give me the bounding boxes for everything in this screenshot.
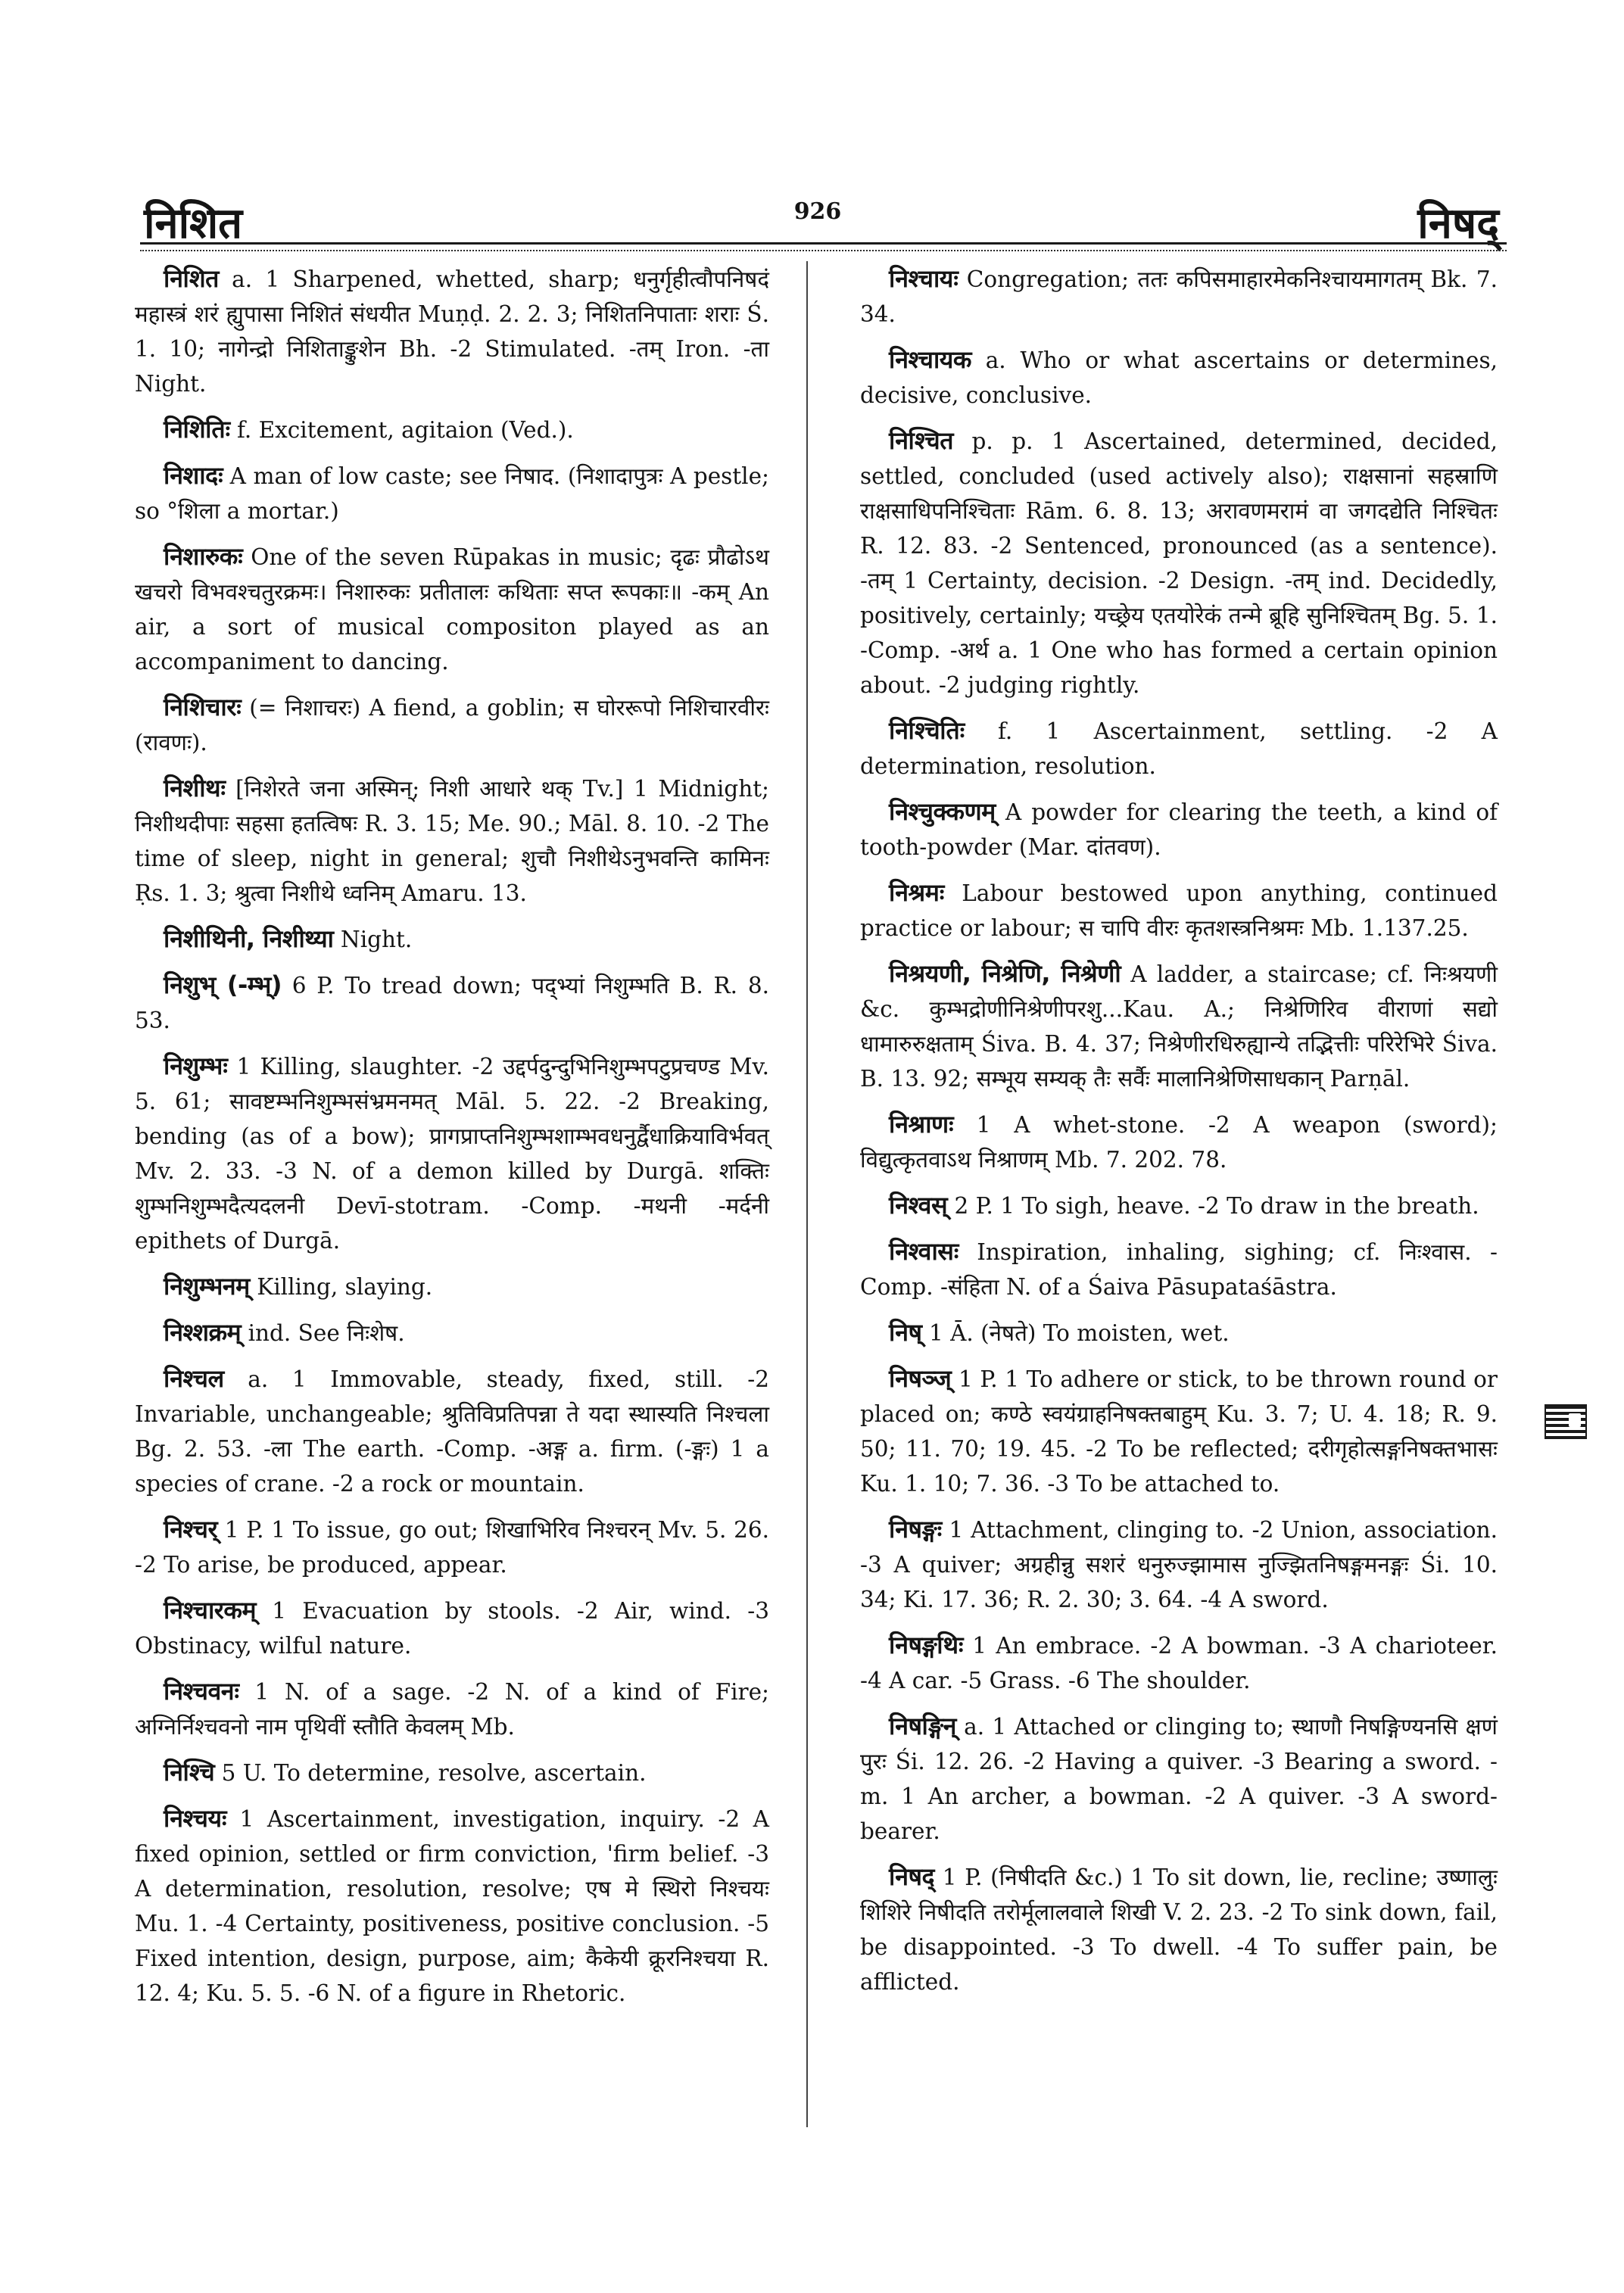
entry-headword: निशारुकः: [164, 542, 243, 571]
entry-definition: Inspiration, inhaling, sighing; cf. निःश्वास. -Comp. -संहिता N. of a Śaiva Pāsupataśāstra.: [860, 1239, 1498, 1300]
entry-definition: f. Excitement, agitaion (Ved.).: [236, 417, 574, 443]
entry-headword: निषद्: [889, 1862, 935, 1891]
dictionary-entry: [135, 1361, 769, 1501]
entry-definition: 1 Evacuation by stools. -2 Air, wind. -3 Obstinacy, wilful nature.: [135, 1598, 769, 1659]
entry-headword: निशीथः: [164, 774, 226, 802]
entry-definition: 1 N. of a sage. -2 N. of a kind of Fire; अग्निर्निश्चवनो नाम पृथिवीं स्तौति केवलम् Mb.: [135, 1679, 769, 1740]
dictionary-entry: [135, 1315, 769, 1351]
entry-headword: निशीथिनी, निशीथ्या: [164, 924, 334, 953]
entry-definition: 5 U. To determine, resolve, ascertain.: [221, 1760, 647, 1786]
entry-headword: निश्राणः: [889, 1110, 954, 1139]
entry-headword: निष्: [889, 1318, 922, 1347]
entry-definition: One of the seven Rūpakas in music; दृढः प्रौढोऽथ खचरो विभवश्चतुरक्रमः। निशारुकः प्रतीतालः कथिताः सप्त रूपकाः॥ -कम् An air, a sort of musical compositon played as an accompaniment to dancing.: [135, 544, 769, 675]
dictionary-entry: [860, 1859, 1498, 1999]
entry-headword: निषङ्गिन्: [889, 1712, 956, 1740]
entry-headword: निश्चायः: [889, 264, 959, 293]
entry-headword: निश्चुक्कणम्: [889, 797, 996, 826]
entry-headword: निश्वासः: [889, 1237, 959, 1266]
entry-headword: निशुम्भः: [164, 1051, 228, 1080]
dictionary-entry: [860, 1628, 1498, 1698]
entry-headword: निश्चारकम्: [164, 1596, 257, 1625]
dictionary-entry: [860, 1512, 1498, 1617]
dictionary-entry: [135, 458, 769, 528]
entry-headword: निश्चर्: [164, 1515, 218, 1544]
entry-headword: निश्चयः: [164, 1804, 226, 1833]
dictionary-entry: [135, 967, 769, 1038]
entry-definition: 2 P. 1 To sigh, heave. -2 To draw in the breath.: [954, 1193, 1479, 1219]
thumb-index-tab-icon: [1545, 1404, 1587, 1439]
page-number: 926: [793, 198, 842, 225]
dictionary-entry: [860, 713, 1498, 784]
dictionary-entry: [135, 1755, 769, 1790]
entry-headword: निषङ्गथिः: [889, 1631, 964, 1659]
dictionary-entry: [135, 261, 769, 401]
dictionary-entry: [860, 1315, 1498, 1351]
entry-headword: निश्चवनः: [164, 1677, 239, 1706]
entry-headword: निश्शक्रम्: [164, 1318, 242, 1347]
entry-headword: निश्चायक: [889, 345, 971, 374]
guide-word-right: निषद्: [1417, 199, 1499, 248]
entry-headword: निशिचारः: [164, 693, 242, 721]
header-dotted-rule: [140, 250, 1507, 251]
dictionary-entry: [135, 1269, 769, 1304]
dictionary-entry: [135, 539, 769, 679]
dictionary-entry: [135, 1593, 769, 1663]
entry-headword: निशुम्भनम्: [164, 1272, 250, 1301]
guide-word-left: निशित: [144, 199, 243, 248]
entry-definition: 1 An embrace. -2 A bowman. -3 A charioteer. -4 A car. -5 Grass. -6 The shoulder.: [860, 1633, 1498, 1693]
entry-headword: निषञ्ज्: [889, 1364, 952, 1393]
entry-headword: निश्चितिः: [889, 716, 965, 745]
entry-headword: निश्रयणी, निश्रेणि, निश्रेणी: [889, 959, 1121, 988]
entry-headword: निशुभ् (-म्भ्): [164, 970, 282, 999]
entry-definition: 1 Attachment, clinging to. -2 Union, association. -3 A quiver; अग्रहीन्नु सशरं धनुरुज्झामास नुज्झितनिषङ्गमनङ्गः Śi. 10. 34; Ki. 17. 36; R. 2. 30; 3. 64. -4 A sword.: [860, 1517, 1498, 1612]
dictionary-entry: [135, 1801, 769, 2011]
entry-definition: Congregation; ततः कपिसमाहारमेकनिश्चायमागतम् Bk. 7. 34.: [860, 266, 1498, 327]
dictionary-entry: [860, 1107, 1498, 1177]
entry-definition: Night.: [340, 927, 413, 952]
dictionary-entry: [135, 1048, 769, 1258]
entry-headword: निश्चित: [889, 426, 953, 455]
entry-definition: 1 P. (निषीदति &c.) 1 To sit down, lie, recline; उष्णालुः शिशिरे निषीदति तरोर्मूलालवाले शिखी V. 2. 23. -2 To sink down, fail, be disappointed. -3 To dwell. -4 To suffer pain, be afflicted.: [860, 1865, 1498, 1995]
entry-definition: f. 1 Ascertainment, settling. -2 A determination, resolution.: [860, 718, 1498, 779]
dictionary-entry: [860, 1188, 1498, 1223]
dictionary-entry: [135, 412, 769, 447]
dictionary-entry: [860, 1709, 1498, 1849]
entry-definition: p. p. 1 Ascertained, determined, decided, settled, concluded (used actively also); राक्षसानां सहस्राणि राक्षसाधिपनिश्चिताः Rām. 6. 8. 13; अरावणमरामं वा जगदद्येति निश्चितः R. 12. 83. -2 Sentenced, pronounced (as a sentence). -तम् 1 Certainty, decision. -2 Design. -तम् ind. Decidedly, positively, certainly; यच्छ्रेय एतयोरेकं तन्मे ब्रूहि सुनिश्चितम् Bg. 5. 1. -Comp. -अर्थ a. 1 One who has formed a certain opinion about. -2 judging rightly.: [860, 428, 1498, 698]
dictionary-entry: [135, 1674, 769, 1744]
entry-definition: 1 A whet-stone. -2 A weapon (sword); विद्युत्कृतवाऽथ निश्राणम् Mb. 7. 202. 78.: [860, 1112, 1498, 1173]
entry-headword: निशितिः: [164, 415, 230, 444]
entry-definition: a. Who or what ascertains or determines, decisive, conclusive.: [860, 347, 1498, 408]
left-column: [135, 261, 769, 2021]
entry-definition: a. 1 Sharpened, whetted, sharp; धनुर्गृहीत्वौपनिषदं महास्त्रं शरं ह्युपासा निशितं संधयीत Muṇḍ. 2. 2. 3; निशितनिपाताः शराः Ś. 1. 10; नागेन्द्रो निशिताङ्कुशेन Bh. -2 Stimulated. -तम् Iron. -ता Night.: [135, 266, 769, 397]
entry-definition: a. 1 Immovable, steady, fixed, still. -2 Invariable, unchangeable; श्रुतिविप्रतिपन्ना ते यदा स्थास्यति निश्चला Bg. 2. 53. -ला The earth. -Comp. -अङ्ग a. firm. (-ङ्गः) 1 a species of crane. -2 a rock or mountain.: [135, 1366, 769, 1497]
dictionary-entry: [135, 1512, 769, 1582]
column-divider: [806, 261, 808, 2127]
right-column: [860, 261, 1498, 2010]
entry-headword: निषङ्गः: [889, 1515, 942, 1544]
entry-headword: निश्चि: [164, 1758, 215, 1787]
entry-definition: 6 P. To tread down; पद्भ्यां निशुम्भति B. R. 8. 53.: [135, 973, 769, 1033]
dictionary-entry: [860, 875, 1498, 946]
entry-definition: (= निशाचरः) A fiend, a goblin; स घोररूपो निशिचारवीरः (रावणः).: [135, 695, 769, 756]
entry-headword: निश्रमः: [889, 878, 944, 907]
entry-definition: ind. See निःशेष.: [248, 1320, 405, 1346]
header-rule: [140, 242, 1507, 245]
dictionary-entry: [860, 1361, 1498, 1501]
dictionary-entry: [860, 794, 1498, 865]
dictionary-entry: [135, 771, 769, 911]
entry-definition: a. 1 Attached or clinging to; स्थाणौ निषङ्गिण्यनसि क्षणं पुरः Śi. 12. 26. -2 Having a quiver. -3 Bearing a sword. -m. 1 An archer, a bowman. -2 A quiver. -3 A sword-bearer.: [860, 1714, 1498, 1844]
entry-definition: 1 Ascertainment, investigation, inquiry. -2 A fixed opinion, settled or firm conviction, 'firm belief. -3 A determination, resolution, resolve; एष मे स्थिरो निश्चयः Mu. 1. -4 Certainty, positiveness, positive conclusion. -5 Fixed intention, design, purpose, aim; कैकेयी क्रूरनिश्चया R. 12. 4; Ku. 5. 5. -6 N. of a figure in Rhetoric.: [135, 1806, 769, 2006]
entry-headword: निश्चल: [164, 1364, 224, 1393]
entry-definition: A man of low caste; see निषाद. (निशादापुत्रः A pestle; so °शिला a mortar.): [135, 463, 769, 524]
entry-headword: निशित: [164, 264, 219, 293]
dictionary-entry: [135, 690, 769, 760]
entry-definition: A powder for clearing the teeth, a kind of tooth-powder (Mar. दांतवण).: [860, 799, 1498, 860]
entry-headword: निशादः: [164, 461, 223, 490]
entry-definition: A ladder, a staircase; cf. निःश्रयणी &c. कुम्भद्रोणीनिश्रेणीपरशु...Kau. A.; निश्रेणिरिव वीराणां सद्यो धामारुरुक्षताम् Śiva. B. 4. 37; निश्रेणीरधिरुह्यान्ये तद्भित्तीः परिरेभिरे Śiva. B. 13. 92; सम्भूय सम्यक् तैः सर्वैः मालानिश्रेणिसाधकान् Parṇāl.: [860, 961, 1498, 1092]
entry-definition: [निशेरते जना अस्मिन्; निशी आधारे थक् Tv.] 1 Midnight; निशीथदीपाः सहसा हतत्विषः R. 3. 15; Me. 90.; Māl. 8. 10. -2 The time of sleep, night in general; शुचौ निशीथेऽनुभवन्ति कामिनः Ṛs. 1. 3; श्रुत्वा निशीथे ध्वनिम् Amaru. 13.: [135, 776, 769, 906]
entry-headword: निश्वस्: [889, 1191, 948, 1220]
dictionary-entry: [860, 261, 1498, 332]
dictionary-entry: [860, 423, 1498, 703]
entry-definition: 1 Killing, slaughter. -2 उद्दर्पदुन्दुभिनिशुम्भपटुप्रचण्ड Mv. 5. 61; सावष्टम्भनिशुम्भसंभ्रमनमत् Māl. 5. 22. -2 Breaking, bending (as of a bow); प्रागप्राप्तनिशुम्भशाम्भवधनुर्द्वैधाक्रियाविर्भवत् Mv. 2. 33. -3 N. of a demon killed by Durgā. शक्तिः शुम्भनिशुम्भदैत्यदलनी Devī-stotram. -Comp. -मथनी -मर्दनी epithets of Durgā.: [135, 1054, 769, 1254]
dictionary-entry: [860, 1234, 1498, 1304]
entry-definition: 1 P. 1 To adhere or stick, to be thrown round or placed on; कण्ठे स्वयंग्राहनिषक्तबाहुम् Ku. 3. 7; U. 4. 18; R. 9. 50; 11. 70; 19. 45. -2 To be reflected; दरीगृहोत्सङ्गनिषक्तभासः Ku. 1. 10; 7. 36. -3 To be attached to.: [860, 1366, 1498, 1497]
entry-definition: Killing, slaying.: [257, 1274, 433, 1300]
dictionary-entry: [860, 956, 1498, 1096]
entry-definition: 1 P. 1 To issue, go out; शिखाभिरिव निश्चरन् Mv. 5. 26. -2 To arise, be produced, appear.: [135, 1517, 769, 1578]
dictionary-entry: [860, 342, 1498, 413]
dictionary-entry: [135, 921, 769, 957]
entry-definition: 1 Ā. (नेषते) To moisten, wet.: [928, 1320, 1230, 1346]
entry-definition: Labour bestowed upon anything, continued practice or labour; स चापि वीरः कृतशस्त्रनिश्रमः Mb. 1.137.25.: [860, 880, 1498, 941]
